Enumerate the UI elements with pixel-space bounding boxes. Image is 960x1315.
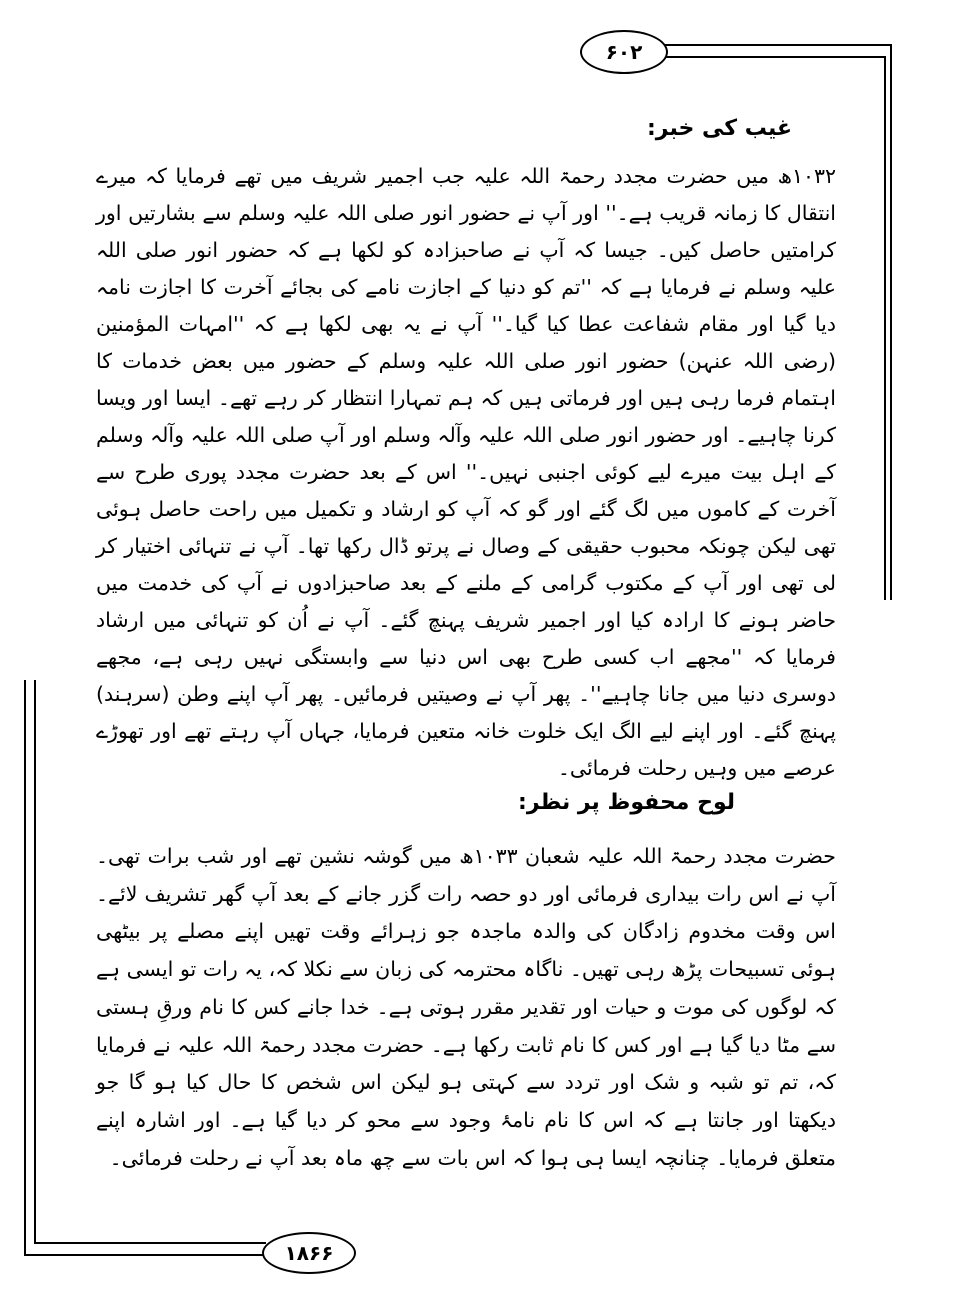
section-heading-lauh-e-mahfooz: لوح محفوظ پر نظر:: [518, 790, 735, 815]
frame-top-line-inner: [660, 56, 886, 58]
section-body-1-text: ۱۰۳۲ھ میں حضرت مجدد رحمۃ اللہ علیہ جب اجمیر شریف میں تھے فرمایا کہ میرے انتقال کا زمانہ قریب ہے۔'' اور آپ نے حضور انور صلی اللہ علیہ وسلم سے بشارتیں اور کرامتیں حاصل کیں۔ جیسا کہ آپ نے صاحبزادہ کو لکھا ہے کہ حضور انور صلی اللہ علیہ وسلم نے فرمایا ہے کہ ''تم کو دنیا کے اجازت نامے کی بجائے آخرت کا اجازت نامہ دیا گیا اور مقام شفاعت عطا کیا گیا۔'' آپ نے یہ بھی لکھا ہے کہ ''امہات المؤمنین (رضی اللہ عنہن) حضور انور صلی اللہ علیہ وسلم کے حضور میں بعض خدمات کا اہتمام فرما رہی ہیں اور فرماتی ہیں کہ ہم تمہارا انتظار کر رہے تھے۔ ایسا اور ویسا کرنا چاہیے۔ اور حضور انور صلی اللہ علیہ وآلہ وسلم اور آپ صلی اللہ علیہ وآلہ وسلم کے اہل بیت میرے لیے کوئی اجنبی نہیں۔'' اس کے بعد حضرت مجدد پوری طرح سے آخرت کے کاموں میں لگ گئے اور گو کہ آپ کو ارشاد و تکمیل میں راحت حاصل ہوئی تھی لیکن چونکہ محبوب حقیقی کے وصال نے پرتو ڈال رکھا تھا۔ آپ نے تنہائی اختیار کر لی تھی اور آپ کے مکتوب گرامی کے ملنے کے بعد صاحبزادوں نے آپ کی خدمت میں حاضر ہونے کا ارادہ کیا اور اجمیر شریف پہنچ گئے۔ آپ نے اُن کو تنہائی میں ارشاد فرمایا کہ ''مجھے اب کسی طرح بھی اس دنیا سے وابستگی نہیں رہی ہے، مجھے دوسری دنیا میں جانا چاہیے''۔ پھر آپ نے وصیتیں فرمائیں۔ پھر آپ اپنے وطن (سرہند) پہنچ گئے۔ اور اپنے لیے الگ ایک خلوت خانہ متعین فرمایا، جہاں آپ رہتے تھے اور تھوڑے عرصے میں وہیں رحلت فرمائی۔: [96, 164, 836, 780]
section-heading-ghaib-ki-khabar: غیب کی خبر:: [647, 116, 792, 141]
bottom-page-number: [262, 1232, 356, 1274]
section-body-1: [96, 158, 836, 787]
frame-bottom-line-outer: [24, 1254, 266, 1256]
top-page-number-text: ۶۰۲: [605, 40, 643, 64]
frame-left-line-outer: [24, 680, 26, 1254]
frame-right-line-inner: [884, 56, 886, 600]
section-body-2: [96, 838, 836, 1177]
bottom-page-number-text: ۱۸۶۶: [284, 1241, 334, 1265]
top-page-number: [580, 30, 668, 74]
frame-bottom-line-inner: [34, 1242, 266, 1244]
frame-right-line-outer: [890, 44, 892, 600]
frame-top-line-outer: [660, 44, 892, 46]
frame-left-line-inner: [34, 680, 36, 1242]
section-body-2-text: حضرت مجدد رحمۃ اللہ علیہ شعبان ۱۰۳۳ھ میں گوشہ نشین تھے اور شب برات تھی۔ آپ نے اس رات بیداری فرمائی اور دو حصہ رات گزر جانے کے بعد آپ گھر تشریف لائے۔ اس وقت مخدوم زادگان کی والدہ ماجدہ جو زہرائے وقت تھیں اپنے مصلے پر بیٹھی ہوئی تسبیحات پڑھ رہی تھیں۔ ناگاہ محترمہ کی زبان سے نکلا کہ، یہ رات تو ایسی ہے کہ لوگوں کی موت و حیات اور تقدیر مقرر ہوتی ہے۔ خدا جانے کس کا نام ورقِ ہستی سے مٹا دیا گیا ہے اور کس کا نام ثابت رکھا ہے۔ حضرت مجدد رحمۃ اللہ علیہ نے فرمایا کہ، تم تو شبہ و شک اور تردد سے کہتی ہو لیکن اس شخص کا حال کیا ہو گا جو دیکھتا اور جانتا ہے کہ اس کا نام نامۂ وجود سے محو کر دیا گیا ہے۔ اور اشارہ اپنے متعلق فرمایا۔ چنانچہ ایسا ہی ہوا کہ اس بات سے چھ ماہ بعد آپ نے رحلت فرمائی۔: [96, 844, 836, 1170]
